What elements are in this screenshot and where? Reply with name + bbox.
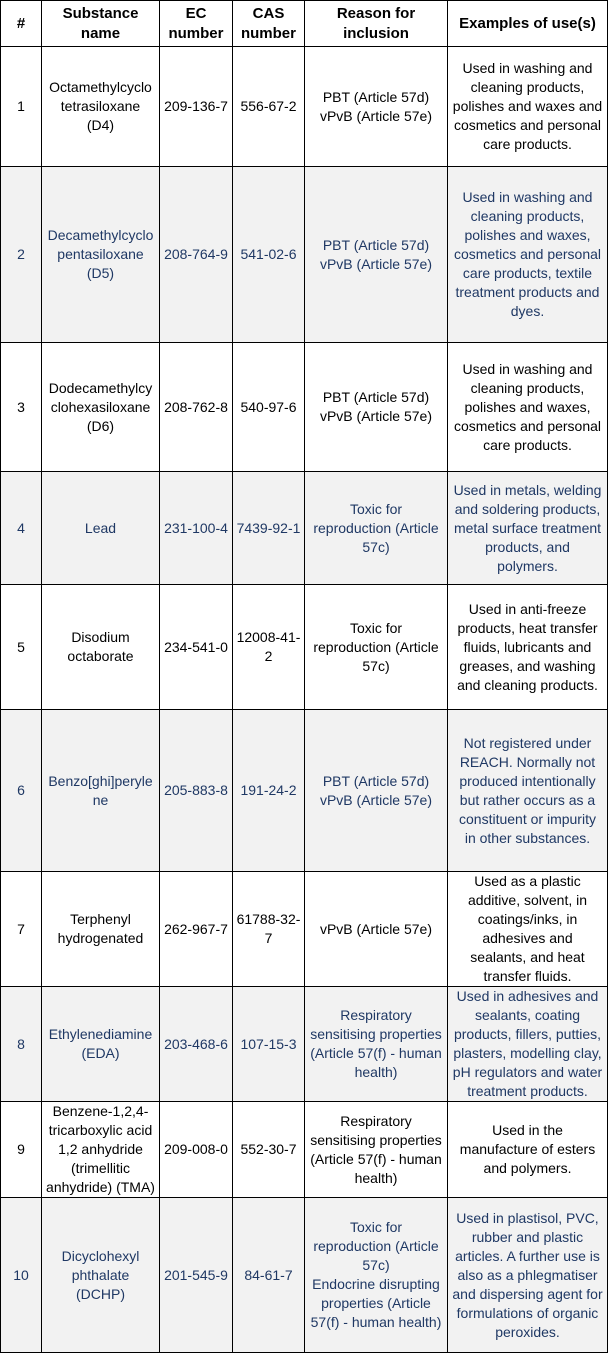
row-number: 2 bbox=[1, 167, 42, 343]
ec-number: 208-762-8 bbox=[160, 343, 233, 472]
row-number: 1 bbox=[1, 47, 42, 167]
table-row bbox=[1, 47, 608, 167]
examples-of-use: Used in washing and cleaning products, polishes and waxes and cosmetics and personal care products. bbox=[448, 47, 608, 167]
substance-name: Lead bbox=[42, 472, 160, 585]
row-number: 5 bbox=[1, 585, 42, 710]
ec-number: 234-541-0 bbox=[160, 585, 233, 710]
examples-of-use: Used in plastisol, PVC, rubber and plastic articles. A further use is also as a phlegmatiser and dispersing agent for formulations of organic peroxides. bbox=[448, 1198, 608, 1353]
reason-for-inclusion: vPvB (Article 57e) bbox=[305, 872, 448, 987]
examples-of-use: Not registered under REACH. Normally not produced intentionally but rather occurs as a constituent or impurity in other substances. bbox=[448, 710, 608, 872]
table-row bbox=[1, 987, 608, 1102]
table-row bbox=[1, 872, 608, 987]
reason-for-inclusion: Respiratory sensitising properties (Article 57(f) - human health) bbox=[305, 987, 448, 1102]
header-ec-number: EC number bbox=[160, 1, 233, 47]
examples-of-use: Used in washing and cleaning products, polishes and waxes, cosmetics and personal care products. bbox=[448, 343, 608, 472]
cas-number: 84-61-7 bbox=[233, 1198, 305, 1353]
row-number: 4 bbox=[1, 472, 42, 585]
substance-name: Terphenyl hydrogenated bbox=[42, 872, 160, 987]
ec-number: 208-764-9 bbox=[160, 167, 233, 343]
cas-number: 12008-41- 2 bbox=[233, 585, 305, 710]
cas-number: 541-02-6 bbox=[233, 167, 305, 343]
examples-of-use: Used in washing and cleaning products, polishes and waxes, cosmetics and personal care products, textile treatment products and dyes. bbox=[448, 167, 608, 343]
substance-name: Dodecamethylcy clohexasiloxane (D6) bbox=[42, 343, 160, 472]
table-row bbox=[1, 585, 608, 710]
ec-number: 209-136-7 bbox=[160, 47, 233, 167]
reason-for-inclusion: Toxic for reproduction (Article 57c) bbox=[305, 585, 448, 710]
ec-number: 262-967-7 bbox=[160, 872, 233, 987]
ec-number: 205-883-8 bbox=[160, 710, 233, 872]
cas-number: 61788-32- 7 bbox=[233, 872, 305, 987]
examples-of-use: Used in metals, welding and soldering products, metal surface treatment products, and polymers. bbox=[448, 472, 608, 585]
cas-number: 556-67-2 bbox=[233, 47, 305, 167]
ec-number: 203-468-6 bbox=[160, 987, 233, 1102]
row-number: 7 bbox=[1, 872, 42, 987]
row-number: 9 bbox=[1, 1102, 42, 1198]
reason-for-inclusion: PBT (Article 57d) vPvB (Article 57e) bbox=[305, 710, 448, 872]
reason-for-inclusion: Toxic for reproduction (Article 57c) bbox=[305, 472, 448, 585]
cas-number: 191-24-2 bbox=[233, 710, 305, 872]
table-row bbox=[1, 1198, 608, 1353]
examples-of-use: Used in adhesives and sealants, coating products, fillers, putties, plasters, modelling clay, pH regulators and water treatment products. bbox=[448, 987, 608, 1102]
header-substance-name: Substance name bbox=[42, 1, 160, 47]
header-uses: Examples of use(s) bbox=[448, 1, 608, 47]
header-cas-number: CAS number bbox=[233, 1, 305, 47]
table-row bbox=[1, 710, 608, 872]
examples-of-use: Used as a plastic additive, solvent, in coatings/inks, in adhesives and sealants, and heat transfer fluids. bbox=[448, 872, 608, 987]
table-row bbox=[1, 472, 608, 585]
reason-for-inclusion: Respiratory sensitising properties (Article 57(f) - human health) bbox=[305, 1102, 448, 1198]
header-row bbox=[1, 1, 608, 47]
substance-name: Disodium octaborate bbox=[42, 585, 160, 710]
ec-number: 201-545-9 bbox=[160, 1198, 233, 1353]
cas-number: 107-15-3 bbox=[233, 987, 305, 1102]
table-row bbox=[1, 343, 608, 472]
ec-number: 209-008-0 bbox=[160, 1102, 233, 1198]
reason-for-inclusion: Toxic for reproduction (Article 57c) Endocrine disrupting properties (Article 57(f) - human health) bbox=[305, 1198, 448, 1353]
row-number: 8 bbox=[1, 987, 42, 1102]
table-row bbox=[1, 1102, 608, 1198]
substance-name: Benzo[ghi]peryle ne bbox=[42, 710, 160, 872]
cas-number: 552-30-7 bbox=[233, 1102, 305, 1198]
examples-of-use: Used in anti-freeze products, heat transfer fluids, lubricants and greases, and washing and cleaning products. bbox=[448, 585, 608, 710]
row-number: 3 bbox=[1, 343, 42, 472]
header-number: # bbox=[1, 1, 42, 47]
substance-name: Ethylenediamine (EDA) bbox=[42, 987, 160, 1102]
cas-number: 540-97-6 bbox=[233, 343, 305, 472]
examples-of-use: Used in the manufacture of esters and polymers. bbox=[448, 1102, 608, 1198]
header-reason: Reason for inclusion bbox=[305, 1, 448, 47]
substance-name: Benzene-1,2,4- tricarboxylic acid 1,2 anhydride (trimellitic anhydride) (TMA) bbox=[42, 1102, 160, 1198]
substance-name: Octamethylcyclo tetrasiloxane (D4) bbox=[42, 47, 160, 167]
substance-name: Decamethylcyclo pentasiloxane (D5) bbox=[42, 167, 160, 343]
substance-name: Dicyclohexyl phthalate (DCHP) bbox=[42, 1198, 160, 1353]
reason-for-inclusion: PBT (Article 57d) vPvB (Article 57e) bbox=[305, 343, 448, 472]
ec-number: 231-100-4 bbox=[160, 472, 233, 585]
cas-number: 7439-92-1 bbox=[233, 472, 305, 585]
row-number: 10 bbox=[1, 1198, 42, 1353]
table-row bbox=[1, 167, 608, 343]
reason-for-inclusion: PBT (Article 57d) vPvB (Article 57e) bbox=[305, 47, 448, 167]
row-number: 6 bbox=[1, 710, 42, 872]
reason-for-inclusion: PBT (Article 57d) vPvB (Article 57e) bbox=[305, 167, 448, 343]
